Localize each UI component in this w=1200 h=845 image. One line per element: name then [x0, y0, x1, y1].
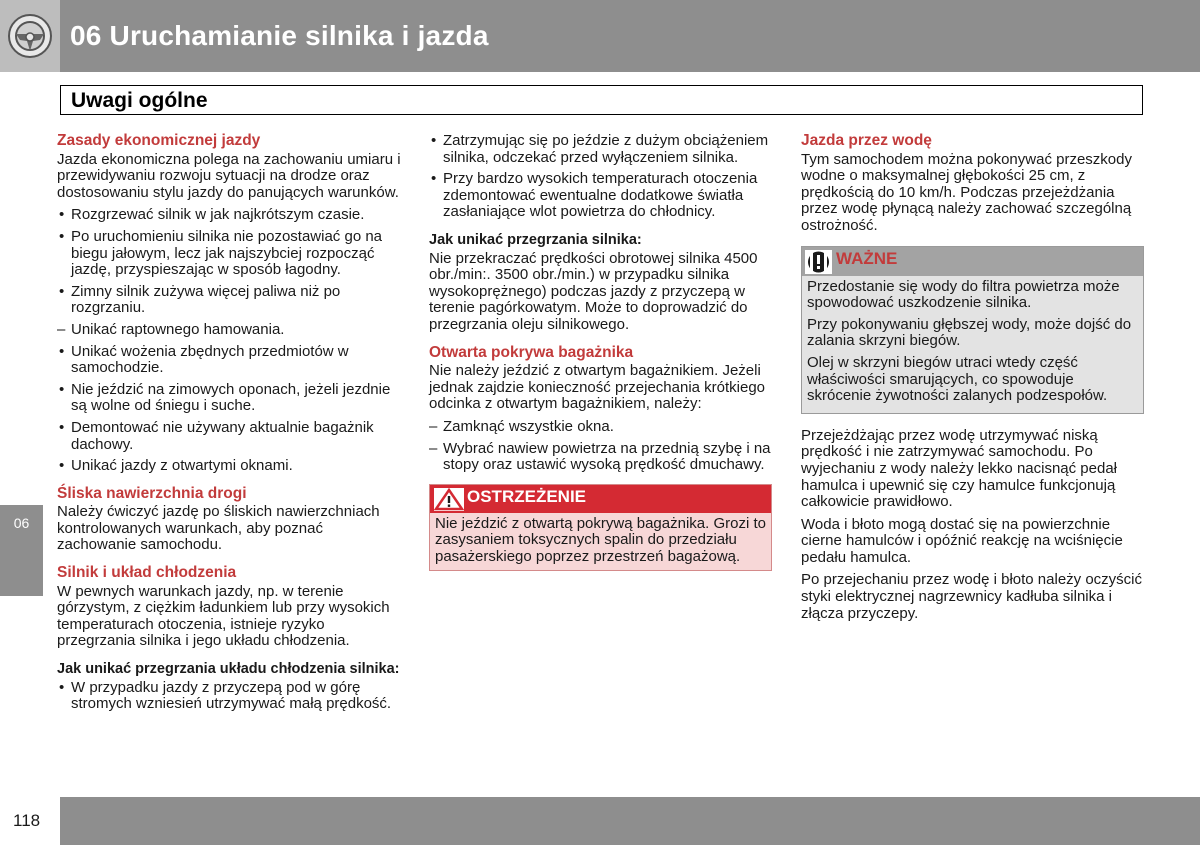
list-item: • Demontować nie używany aktualnie bagażnik dachowy.	[59, 418, 374, 453]
paragraph: Przy pokonywaniu głębszej wody, może dojść do zalania skrzyni biegów.	[807, 315, 1132, 350]
paragraph: Olej w skrzyni biegów utraci wtedy część właściwości smarujących, co spowoduje skrócenie żywotności zalanych podzespołów.	[807, 353, 1108, 405]
chapter-tab[interactable]	[0, 505, 43, 596]
warning-title: OSTRZEŻENIE	[467, 486, 587, 506]
warning-icon-box	[434, 488, 464, 511]
dash-list-item: – Unikać raptownego hamowania.	[57, 320, 285, 338]
section-title: Uwagi ogólne	[71, 89, 208, 112]
section-header	[60, 85, 1143, 115]
heading-open-trunk: Otwarta pokrywa bagażnika	[429, 343, 634, 361]
list-item: • Przy bardzo wysokich temperaturach otoczenia zdemontować ewentualne dodatkowe światła zasłaniające wlot powietrza do chłodnicy.	[431, 170, 758, 221]
chapter-tab-label: 06	[13, 515, 30, 531]
list-item: • Po uruchomieniu silnika nie pozostawiać go na biegu jałowym, lecz jak najszybciej rozpocząć jazdę, przyspieszając w sposób łagodny.	[59, 227, 383, 279]
important-body	[802, 276, 1143, 413]
warning-header	[430, 485, 771, 513]
important-icon-box	[805, 250, 832, 274]
list-item: • Zimny silnik zużywa więcej paliwa niż po rozgrzaniu.	[59, 282, 341, 317]
dash-list-item: – Zamknąć wszystkie okna.	[429, 417, 614, 435]
steering-wheel-logo-icon	[7, 13, 53, 59]
subheading-engine-overheat: Jak unikać przegrzania silnika:	[429, 231, 642, 248]
page-number: 118	[13, 811, 41, 830]
footer-bar	[60, 797, 1200, 845]
exclamation-circle-icon	[805, 250, 832, 274]
paragraph: Woda i błoto mogą dostać się na powierzchnie cierne hamulców i opóźnić reakcję na wciśnięcie pedału hamulca.	[801, 515, 1123, 566]
heading-slippery-road: Śliska nawierzchnia drogi	[57, 484, 247, 502]
chapter-title: 06 Uruchamianie silnika i jazda	[70, 20, 489, 51]
paragraph: Nie należy jeździć z otwartym bagażnikiem. Jeżeli jednak zajdzie konieczność przejechania krótkiego odcinka z otwartym bagażnikiem, należy:	[429, 362, 766, 413]
heading-eco-driving: Zasady ekonomicznej jazdy	[57, 132, 261, 149]
column-3	[801, 133, 1146, 628]
warning-body: Nie jeździć z otwartą pokrywą bagażnika. Grozi to zasysaniem toksycznych spalin do przedziału pasażerskiego poprzez przestrzeń bagażową.	[435, 514, 766, 565]
list-item: • Rozgrzewać silnik w jak najkrótszym czasie.	[59, 206, 365, 224]
paragraph: Po przejechaniu przez wodę i błoto należy oczyścić styki elektrycznej nagrzewnicy kadłuba silnika i złącza przyczepy.	[801, 571, 1143, 622]
subheading-cooling-overheat: Jak unikać przegrzania układu chłodzenia silnika:	[57, 661, 400, 678]
logo-box	[0, 0, 60, 72]
dash-list-item: – Wybrać nawiew powietrza na przednią szybę i na stopy oraz ustawić wysoką prędkość dmuchawy.	[429, 439, 771, 474]
list-item: • Unikać wożenia zbędnych przedmiotów w samochodzie.	[59, 342, 349, 377]
heading-engine-cooling: Silnik i układ chłodzenia	[57, 564, 237, 582]
heading-water-driving: Jazda przez wodę	[801, 132, 932, 149]
page-footer	[0, 797, 1200, 845]
chapter-header	[0, 0, 1200, 72]
paragraph: Nie przekraczać prędkości obrotowej silnika 4500 obr./min:. 3500 obr./min.) w przypadku silnika wysokoprężnego) podczas jazdy z przyczepą w terenie pagórkowatym. Może to doprowadzić do przegrzania oleju silnikowego.	[429, 249, 758, 333]
page-number-box	[0, 797, 60, 845]
column-2	[429, 133, 774, 571]
warning-box	[429, 484, 772, 572]
paragraph: Przedostanie się wody do filtra powietrza może spowodować uszkodzenie silnika.	[807, 277, 1120, 312]
important-box	[801, 246, 1144, 414]
important-header	[802, 247, 1143, 276]
paragraph: Tym samochodem można pokonywać przeszkody wodne o maksymalnej głębokości 25 cm, z prędkością do 10 km/h. Podczas przejeżdżania przez wodę płynącą należy zachować szczególną ostrożność.	[801, 150, 1132, 234]
paragraph: W pewnych warunkach jazdy, np. w terenie górzystym, z ciężkim ładunkiem lub przy wysokich temperaturach otoczenia, istnieje ryzyko przegrzania silnika i jego układu chłodzenia.	[57, 582, 390, 650]
left-margin	[0, 72, 60, 797]
paragraph: Jazda ekonomiczna polega na zachowaniu umiaru i przewidywaniu rozwoju sytuacji na drodze oraz dostosowaniu stylu jazdy do panujących warunków.	[57, 150, 401, 201]
list-item: • Zatrzymując się po jeździe z dużym obciążeniem silnika, odczekać przed wyłączeniem silnika.	[431, 132, 769, 166]
paragraph: Przejeżdżając przez wodę utrzymywać niską prędkość i nie zatrzymywać samochodu. Po wyjechaniu z wody należy lekko nacisnąć pedał hamulca i upewnić się czy hamulce funkcjonują całkowicie prawidłowo.	[801, 426, 1118, 511]
list-item: • Nie jeździć na zimowych oponach, jeżeli jezdnie są wolne od śniegu i suche.	[59, 380, 391, 415]
list-item: • Unikać jazdy z otwartymi oknami.	[59, 457, 293, 475]
paragraph: Należy ćwiczyć jazdę po śliskich nawierzchniach kontrolowanych warunkach, aby poznać zachowanie samochodu.	[57, 503, 380, 554]
column-1	[57, 133, 402, 718]
list-item: • W przypadku jazdy z przyczepą pod w górę stromych wzniesień utrzymywać małą prędkość.	[59, 678, 392, 713]
important-title: WAŻNE	[836, 248, 898, 268]
warning-triangle-icon	[434, 488, 464, 511]
